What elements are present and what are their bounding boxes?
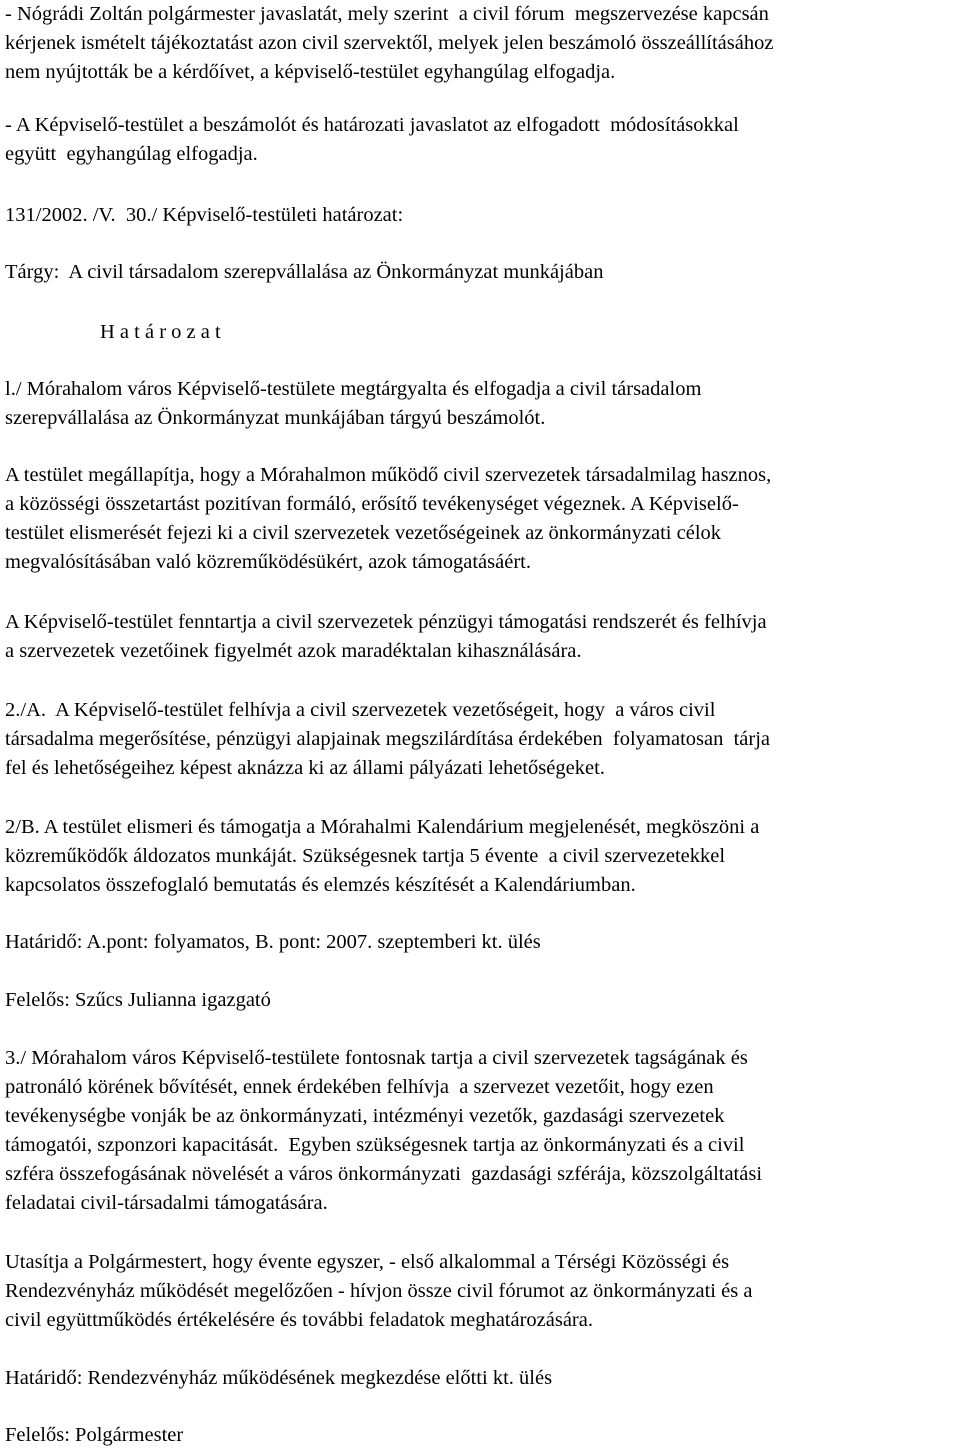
paragraph-instruction-mayor: Utasítja a Polgármestert, hogy évente egyszer, - első alkalommal a Térségi Közösségi és Rendezvényház működését megelőzően - hívjon össze civil fórumot az önkormányzati és a civil együttműködés értékelésére és további feladatok meghatározására. [5,1251,753,1331]
deadline-2: Határidő: Rendezvényház működésének megkezdése előtti kt. ülés [5,1367,553,1389]
paragraph-point-2a: 2./A. A Képviselő-testület felhívja a civil szervezetek vezetőségeit, hogy a város civil társadalma megerősítése, pénzügyi alapjainak megszilárdítása érdekében folyamatosan tárja fel és lehetőségeihez képest aknázza ki az állami pályázati lehetőségeket. [5,699,771,779]
paragraph-proposal-civil-forum: - Nógrádi Zoltán polgármester javaslatát, mely szerint a civil fórum megszervezése kapcsán kérjenek ismételt tájékoztatást azon civil szervektől, melyek jelen beszámoló összeállításához nem nyújtották be a kérdőívet, a képviselő-testület egyhangúlag elfogadja. [5,3,774,83]
deadline-1: Határidő: A.pont: folyamatos, B. pont: 2007. szeptemberi kt. ülés [5,931,541,953]
paragraph-point-3: 3./ Mórahalom város Képviselő-testülete fontosnak tartja a civil szervezetek tagságának és patronáló körének bővítését, ennek érdekében felhívja a szervezet vezetőit, hogy ezen tevékenységbe vonják be az önkormányzati, intézményi vezetők, gazdasági szervezetek támogatói, szponzori kapacitását. Egyben szükségesnek tartja az önkormányzati és a civil szféra összefogásának növelését a város önkormányzati gazdasági szférája, közszolgáltatási feladatai civil-társadalmi támogatására. [5,1047,763,1214]
resolution-heading: H a t á r o z a t [100,321,221,343]
paragraph-report-accepted: - A Képviselő-testület a beszámolót és határozati javaslatot az elfogadott módosításokkal együtt egyhangúlag elfogadja. [5,114,739,165]
resolution-number: 131/2002. /V. 30./ Képviselő-testületi határozat: [5,204,404,226]
responsible-1: Felelős: Szűcs Julianna igazgató [5,989,271,1011]
responsible-2: Felelős: Polgármester [5,1424,184,1446]
resolution-subject: Tárgy: A civil társadalom szerepvállalása az Önkormányzat munkájában [5,261,604,283]
paragraph-point-1: l./ Mórahalom város Képviselő-testülete megtárgyalta és elfogadja a civil társadalom szerepvállalása az Önkormányzat munkájában tárgyú beszámolót. [5,378,702,429]
paragraph-findings: A testület megállapítja, hogy a Mórahalmon működő civil szervezetek társadalmilag hasznos, a közösségi összetartást pozitívan formáló, erősítő tevékenységet végeznek. A Képviselő- testület elismerését fejezi ki a civil szervezetek vezetőségeinek az önkormányzati célok megvalósításában való közreműködésükért, azok támogatásáért. [5,464,772,573]
paragraph-point-2b: 2/B. A testület elismeri és támogatja a Mórahalmi Kalendárium megjelenését, megköszöni a közreműködők áldozatos munkáját. Szükségesnek tartja 5 évente a civil szervezetekkel kapcsolatos összefoglaló bemutatás és elemzés készítését a Kalendáriumban. [5,816,760,896]
paragraph-funding-system: A Képviselő-testület fenntartja a civil szervezetek pénzügyi támogatási rendszerét és felhívja a szervezetek vezetőinek figyelmét azok maradéktalan kihasználására. [5,611,767,662]
